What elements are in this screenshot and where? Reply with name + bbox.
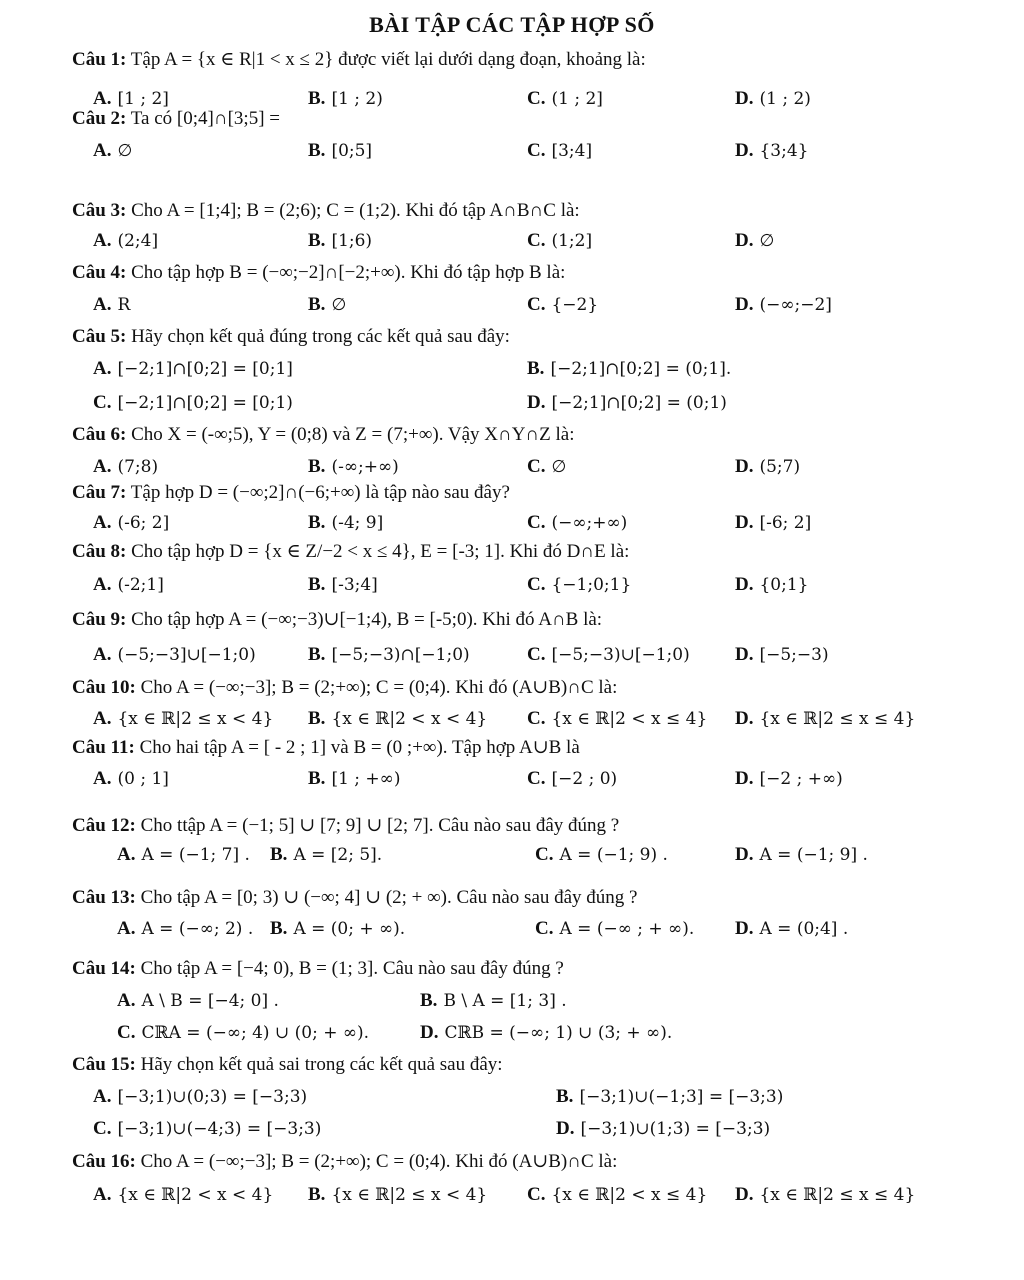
question-label: Câu 4: xyxy=(72,262,127,283)
question-text: Cho ttập A = (−1; 5] ∪ [7; 9] ∪ [2; 7]. Câu nào sau đây đúng ? xyxy=(135,815,620,836)
question-5 xyxy=(72,326,510,348)
option-1-d xyxy=(735,88,811,110)
option-text: [−2 ; +∞) xyxy=(759,769,843,789)
option-text: [1 ; +∞) xyxy=(331,769,401,789)
option-text: (−5;−3]∪[−1;0) xyxy=(117,645,256,665)
question-text: Cho hai tập A = [ - 2 ; 1] và B = (0 ;+∞). Tập hợp A∪B là xyxy=(134,737,580,758)
option-8-d xyxy=(735,574,808,596)
question-label: Câu 10: xyxy=(72,677,136,698)
question-label: Câu 2: xyxy=(72,108,127,129)
option-key: D. xyxy=(735,230,754,251)
option-text: (1;2] xyxy=(551,231,593,251)
option-10-a xyxy=(93,708,273,730)
option-14-d xyxy=(420,1022,672,1044)
option-key: C. xyxy=(535,918,554,939)
option-text: A = (−1; 9] . xyxy=(759,845,868,865)
option-key: C. xyxy=(117,1022,136,1043)
option-8-b xyxy=(308,574,378,596)
option-16-d xyxy=(735,1184,915,1206)
option-key: B. xyxy=(556,1086,574,1107)
option-key: C. xyxy=(527,512,546,533)
option-key: B. xyxy=(308,644,326,665)
option-text: ∅ xyxy=(331,295,347,315)
option-text: (-4; 9] xyxy=(331,513,384,533)
option-text: [1 ; 2) xyxy=(331,89,383,109)
option-text: (5;7) xyxy=(759,457,801,477)
option-text: B \ A = [1; 3] . xyxy=(443,991,567,1011)
option-text: (−∞;+∞) xyxy=(551,513,628,533)
option-text: A = (0;4] . xyxy=(759,919,849,939)
option-key: D. xyxy=(735,844,754,865)
option-key: C. xyxy=(527,644,546,665)
option-text: (-∞;+∞) xyxy=(331,457,399,477)
option-key: A. xyxy=(93,88,112,109)
option-key: A. xyxy=(117,990,136,1011)
option-3-b xyxy=(308,230,372,252)
option-13-d xyxy=(735,918,848,940)
question-14 xyxy=(72,958,564,980)
option-11-b xyxy=(308,768,400,790)
option-text: (7;8) xyxy=(117,457,159,477)
option-2-b xyxy=(308,140,372,162)
option-key: D. xyxy=(735,768,754,789)
question-15 xyxy=(72,1054,503,1076)
option-text: A = (−1; 7] . xyxy=(141,845,250,865)
option-12-a xyxy=(117,844,250,866)
option-key: C. xyxy=(527,708,546,729)
option-text: CℝB = (−∞; 1) ∪ (3; + ∞). xyxy=(444,1023,673,1043)
option-text: ∅ xyxy=(759,231,775,251)
option-4-a xyxy=(93,294,130,316)
option-text: [−5;−3)∪[−1;0) xyxy=(551,645,690,665)
option-16-c xyxy=(527,1184,707,1206)
option-key: D. xyxy=(735,140,754,161)
option-key: B. xyxy=(308,512,326,533)
question-text: Cho tập A = [−4; 0), B = (1; 3]. Câu nào sau đây đúng ? xyxy=(135,958,564,979)
option-text: [−2;1]∩[0;2] = (0;1]. xyxy=(550,359,732,379)
question-text: Cho tập hợp B = (−∞;−2]∩[−2;+∞). Khi đó tập hợp B là: xyxy=(126,262,566,283)
option-key: B. xyxy=(308,1184,326,1205)
option-6-d xyxy=(735,456,800,478)
option-7-a xyxy=(93,512,169,534)
option-4-c xyxy=(527,294,598,316)
option-text: {x ∈ ℝ|2 ≤ x ≤ 4} xyxy=(759,709,916,729)
option-15-c xyxy=(93,1118,321,1140)
option-14-c xyxy=(117,1022,369,1044)
option-1-b xyxy=(308,88,383,110)
question-6 xyxy=(72,424,575,446)
question-label: Câu 8: xyxy=(72,541,127,562)
option-12-d xyxy=(735,844,868,866)
option-key: D. xyxy=(735,294,754,315)
option-key: A. xyxy=(93,1086,112,1107)
question-text: Cho tập hợp A = (−∞;−3)∪[−1;4), B = [-5;0). Khi đó A∩B là: xyxy=(126,609,603,630)
option-key: C. xyxy=(527,230,546,251)
option-key: A. xyxy=(93,456,112,477)
question-text: Ta có [0;4]∩[3;5] = xyxy=(126,108,280,129)
option-10-d xyxy=(735,708,915,730)
option-2-d xyxy=(735,140,808,162)
option-3-a xyxy=(93,230,158,252)
option-key: D. xyxy=(735,574,754,595)
question-label: Câu 7: xyxy=(72,482,127,503)
option-8-c xyxy=(527,574,631,596)
option-text: [−2 ; 0) xyxy=(551,769,618,789)
question-label: Câu 1: xyxy=(72,49,127,70)
question-9 xyxy=(72,608,602,631)
option-15-a xyxy=(93,1086,307,1108)
option-key: A. xyxy=(93,358,112,379)
option-key: B. xyxy=(308,294,326,315)
question-1 xyxy=(72,48,646,71)
option-key: A. xyxy=(93,1184,112,1205)
option-key: A. xyxy=(93,294,112,315)
option-key: A. xyxy=(93,644,112,665)
question-label: Câu 11: xyxy=(72,737,135,758)
option-text: [−3;1)∪(−4;3) = [−3;3) xyxy=(117,1119,322,1139)
option-text: {x ∈ ℝ|2 ≤ x ≤ 4} xyxy=(759,1185,916,1205)
option-6-c xyxy=(527,456,566,478)
option-14-a xyxy=(117,990,279,1012)
option-6-b xyxy=(308,456,399,478)
option-key: C. xyxy=(527,294,546,315)
option-key: A. xyxy=(117,918,136,939)
option-text: (1 ; 2] xyxy=(551,89,603,109)
option-key: B. xyxy=(420,990,438,1011)
option-16-a xyxy=(93,1184,273,1206)
option-9-a xyxy=(93,644,256,666)
option-key: B. xyxy=(308,708,326,729)
option-7-d xyxy=(735,512,811,534)
option-text: CℝA = (−∞; 4) ∪ (0; + ∞). xyxy=(141,1023,370,1043)
question-text: Cho A = [1;4]; B = (2;6); C = (1;2). Khi đó tập A∩B∩C là: xyxy=(126,200,580,221)
question-label: Câu 13: xyxy=(72,887,136,908)
option-text: ∅ xyxy=(117,141,133,161)
option-key: C. xyxy=(535,844,554,865)
page-title: BÀI TẬP CÁC TẬP HỢP SỐ xyxy=(369,12,655,37)
option-key: A. xyxy=(93,512,112,533)
option-key: D. xyxy=(556,1118,575,1139)
option-key: B. xyxy=(308,140,326,161)
option-key: C. xyxy=(527,140,546,161)
question-text: Tập hợp D = (−∞;2]∩(−6;+∞) là tập nào sau đây? xyxy=(126,482,510,503)
question-8 xyxy=(72,540,629,563)
question-label: Câu 15: xyxy=(72,1054,136,1075)
option-key: B. xyxy=(270,844,288,865)
option-text: A = (0; + ∞). xyxy=(293,919,406,939)
option-12-c xyxy=(535,844,668,866)
option-key: A. xyxy=(117,844,136,865)
question-text: Hãy chọn kết quả đúng trong các kết quả sau đây: xyxy=(126,326,510,347)
option-key: B. xyxy=(270,918,288,939)
option-1-c xyxy=(527,88,603,110)
option-key: B. xyxy=(308,88,326,109)
question-label: Câu 12: xyxy=(72,815,136,836)
option-text: {−1;0;1} xyxy=(551,575,632,595)
option-key: C. xyxy=(527,1184,546,1205)
option-7-b xyxy=(308,512,383,534)
option-text: [0;5] xyxy=(331,141,373,161)
option-text: (-2;1] xyxy=(117,575,164,595)
question-text: Cho tập A = [0; 3) ∪ (−∞; 4] ∪ (2; + ∞). Câu nào sau đây đúng ? xyxy=(135,887,638,908)
option-key: A. xyxy=(93,574,112,595)
option-text: [3;4] xyxy=(551,141,593,161)
option-text: (1 ; 2) xyxy=(759,89,811,109)
option-text: ∅ xyxy=(551,457,567,477)
option-6-a xyxy=(93,456,158,478)
question-2 xyxy=(72,108,280,130)
option-text: [−5;−3) xyxy=(759,645,829,665)
option-text: [−2;1]∩[0;2] = [0;1] xyxy=(117,359,293,379)
option-key: B. xyxy=(527,358,545,379)
question-text: Cho A = (−∞;−3]; B = (2;+∞); C = (0;4). Khi đó (A∪B)∩C là: xyxy=(135,1151,618,1172)
option-4-b xyxy=(308,294,346,316)
option-text: (2;4] xyxy=(117,231,159,251)
option-5-c xyxy=(93,392,293,414)
option-key: D. xyxy=(735,644,754,665)
option-key: A. xyxy=(93,230,112,251)
question-label: Câu 16: xyxy=(72,1151,136,1172)
option-3-d xyxy=(735,230,774,252)
option-text: A = (−1; 9) . xyxy=(559,845,668,865)
option-text: A \ B = [−4; 0] . xyxy=(141,991,279,1011)
question-13 xyxy=(72,886,638,909)
option-14-b xyxy=(420,990,567,1012)
option-key: D. xyxy=(527,392,546,413)
question-11 xyxy=(72,736,580,759)
option-15-d xyxy=(556,1118,770,1140)
question-text: Cho tập hợp D = {x ∈ Z/−2 < x ≤ 4}, E = [-3; 1]. Khi đó D∩E là: xyxy=(126,541,630,562)
question-3 xyxy=(72,200,580,222)
question-text: Cho X = (-∞;5), Y = (0;8) và Z = (7;+∞). Vậy X∩Y∩Z là: xyxy=(126,424,575,445)
option-12-b xyxy=(270,844,382,866)
question-4 xyxy=(72,262,565,284)
option-key: C. xyxy=(93,1118,112,1139)
option-text: [−2;1]∩[0;2] = (0;1) xyxy=(551,393,727,413)
option-text: {x ∈ ℝ|2 < x ≤ 4} xyxy=(551,1185,708,1205)
option-text: {x ∈ ℝ|2 ≤ x < 4} xyxy=(117,709,274,729)
option-text: {x ∈ ℝ|2 ≤ x < 4} xyxy=(331,1185,488,1205)
option-key: D. xyxy=(735,708,754,729)
option-text: {x ∈ ℝ|2 < x ≤ 4} xyxy=(551,709,708,729)
option-13-a xyxy=(117,918,253,940)
option-text: [−3;1)∪(0;3) = [−3;3) xyxy=(117,1087,308,1107)
option-9-c xyxy=(527,644,690,666)
option-key: B. xyxy=(308,574,326,595)
option-text: {3;4} xyxy=(759,141,809,161)
option-11-d xyxy=(735,768,843,790)
question-label: Câu 3: xyxy=(72,200,127,221)
question-label: Câu 9: xyxy=(72,609,127,630)
option-key: B. xyxy=(308,230,326,251)
option-text: A = (−∞ ; + ∞). xyxy=(559,919,695,939)
option-11-a xyxy=(93,768,169,790)
option-9-b xyxy=(308,644,470,666)
option-4-d xyxy=(735,294,832,316)
option-3-c xyxy=(527,230,592,252)
option-key: D. xyxy=(735,88,754,109)
option-2-c xyxy=(527,140,592,162)
option-text: (0 ; 1] xyxy=(117,769,169,789)
question-16 xyxy=(72,1150,617,1173)
option-11-c xyxy=(527,768,617,790)
option-text: [-6; 2] xyxy=(759,513,812,533)
option-key: D. xyxy=(420,1022,439,1043)
option-text: (−∞;−2] xyxy=(759,295,832,315)
question-text: Cho A = (−∞;−3]; B = (2;+∞); C = (0;4). Khi đó (A∪B)∩C là: xyxy=(135,677,618,698)
option-text: [1;6) xyxy=(331,231,373,251)
option-key: C. xyxy=(93,392,112,413)
option-5-b xyxy=(527,358,731,380)
option-key: B. xyxy=(308,456,326,477)
question-text: Hãy chọn kết quả sai trong các kết quả sau đây: xyxy=(135,1054,503,1075)
option-key: B. xyxy=(308,768,326,789)
option-text: [-3;4] xyxy=(331,575,378,595)
option-text: [−2;1]∩[0;2] = [0;1) xyxy=(117,393,293,413)
option-9-d xyxy=(735,644,829,666)
option-text: {x ∈ ℝ|2 < x < 4} xyxy=(331,709,488,729)
option-15-b xyxy=(556,1086,783,1108)
option-5-a xyxy=(93,358,293,380)
option-key: C. xyxy=(527,456,546,477)
option-text: {−2} xyxy=(551,295,599,315)
question-label: Câu 14: xyxy=(72,958,136,979)
option-key: A. xyxy=(93,768,112,789)
option-7-c xyxy=(527,512,627,534)
option-key: D. xyxy=(735,512,754,533)
option-13-c xyxy=(535,918,694,940)
option-key: D. xyxy=(735,456,754,477)
question-7 xyxy=(72,482,510,504)
option-key: C. xyxy=(527,574,546,595)
question-10 xyxy=(72,676,617,699)
option-key: D. xyxy=(735,918,754,939)
option-text: A = (−∞; 2) . xyxy=(141,919,254,939)
option-1-a xyxy=(93,88,169,110)
option-13-b xyxy=(270,918,405,940)
question-label: Câu 6: xyxy=(72,424,127,445)
option-text: {0;1} xyxy=(759,575,809,595)
option-key: C. xyxy=(527,768,546,789)
option-text: [−5;−3)∩[−1;0) xyxy=(331,645,470,665)
option-text: [−3;1)∪(1;3) = [−3;3) xyxy=(580,1119,771,1139)
option-text: R xyxy=(117,295,131,315)
option-text: (-6; 2] xyxy=(117,513,170,533)
option-10-c xyxy=(527,708,707,730)
option-10-b xyxy=(308,708,487,730)
option-text: [1 ; 2] xyxy=(117,89,169,109)
option-5-d xyxy=(527,392,727,414)
question-12 xyxy=(72,814,619,837)
option-key: C. xyxy=(527,88,546,109)
option-text: [−3;1)∪(−1;3] = [−3;3) xyxy=(579,1087,784,1107)
option-text: A = [2; 5]. xyxy=(293,845,383,865)
option-key: A. xyxy=(93,140,112,161)
option-key: A. xyxy=(93,708,112,729)
question-label: Câu 5: xyxy=(72,326,127,347)
option-16-b xyxy=(308,1184,487,1206)
option-2-a xyxy=(93,140,132,162)
option-key: D. xyxy=(735,1184,754,1205)
option-text: {x ∈ ℝ|2 < x < 4} xyxy=(117,1185,274,1205)
option-8-a xyxy=(93,574,164,596)
question-text: Tập A = {x ∈ R|1 < x ≤ 2} được viết lại dưới dạng đoạn, khoảng là: xyxy=(126,49,646,70)
